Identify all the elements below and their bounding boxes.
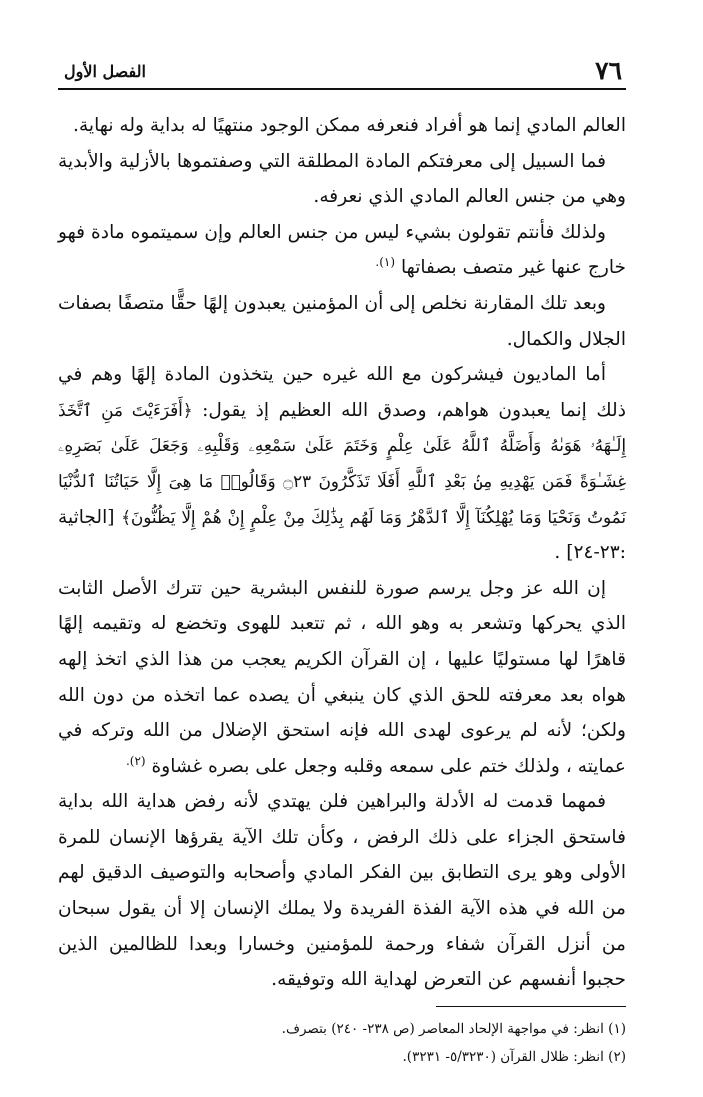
paragraph xyxy=(58,215,626,286)
footnotes xyxy=(58,1015,626,1071)
paragraph-text: إن الله عز وجل يرسم صورة للنفس البشرية حين تترك الأصل الثابت الذي يحركها وتشعر به وهو الله ، ثم تتعبد للهوى وتخضع له وتقيمه إلهًا قاهرًا لها مستوليًا عليها ، إن القرآن الكريم يعجب من هذا الذي اتخذ إلهه هواه بعد معرفته للحق الذي كان ينبغي أن يصده عما اتخذه من دون الله ولكن؛ لأنه لم يرعوى لهدى الله فإنه استحق الإضلال من الله وتركه في عمايته ، ولذلك ختم على سمعه وقلبه وجعل على بصره غشاوة xyxy=(58,577,626,777)
quran-verse: ﴿أَفَرَءَيْتَ مَنِ ٱتَّخَذَ إِلَـٰهَهُۥ هَوَىٰهُ وَأَضَلَّهُ ٱللَّهُ عَلَىٰ عِلْمٍ وَخَتَمَ عَلَىٰ سَمْعِهِۦ وَقَلْبِهِۦ وَجَعَلَ عَلَىٰ بَصَرِهِۦ غِشَـٰوَةً فَمَن يَهْدِيهِ مِنۢ بَعْدِ ٱللَّهِ أَفَلَا تَذَكَّرُونَ ۝٢٣ وَقَالُوا۟ مَا هِىَ إِلَّا حَيَاتُنَا ٱلدُّنْيَا نَمُوتُ وَنَحْيَا وَمَا يُهْلِكُنَآ إِلَّا ٱلدَّهْرُ وَمَا لَهُم بِذَٰلِكَ مِنْ عِلْمٍ إِنْ هُمْ إِلَّا يَظُنُّونَ﴾ xyxy=(58,399,626,527)
paragraph-with-quran xyxy=(58,357,626,571)
surah-citation: [الجاثية :٢٣-٢٤] . xyxy=(58,506,626,564)
paragraph: فمهما قدمت له الأدلة والبراهين فلن يهتدي لأنه رفض هداية الله بداية فاستحق الجزاء على ذلك الرفض ، وكأن تلك الآية يقرؤها الإنسان للمرة الأولى وهو يرى التطابق بين الفكر المادي وأصحابه والتوصيف الدقيق لهم من الله في هذه الآية الفذة الفريدة ولا يملك الإنسان إلا أن يقول سبحان من أنزل القرآن شفاء ورحمة للمؤمنين وخسارا وبعدا للظالمين الذين حجبوا أنفسهم عن التعرض لهداية الله وتوفيقه. xyxy=(58,791,626,991)
paragraph xyxy=(58,571,626,785)
footnote-ref: (١). xyxy=(375,255,396,270)
paragraph: العالم المادي إنما هو أفراد فنعرفه ممكن الوجود منتهيًا له بداية وله نهاية. xyxy=(73,115,626,136)
paragraph-text: أما الماديون فيشركون مع الله غيره حين يتخذون المادة إلهًا وهم في ذلك إنما يعبدون هواهم، وصدق الله العظيم إذ يقول: xyxy=(58,364,626,421)
page-number: ٧٦ xyxy=(595,56,622,85)
chapter-title: الفصل الأول xyxy=(64,62,146,81)
page-body xyxy=(58,90,626,998)
footnote-ref: (٢). xyxy=(125,753,146,768)
footnote: (١) انظر: في مواجهة الإلحاد المعاصر (ص ٢٣٨- ٢٤٠) بتصرف. xyxy=(281,1020,626,1037)
paragraph-text: ولذلك فأنتم تقولون بشيء ليس من جنس العالم وإن سميتموه مادة فهو خارج عنها غير متصف بصفاتها xyxy=(58,221,626,279)
page-header xyxy=(58,50,626,90)
footnote: (٢) انظر: ظلال القرآن (٥/٣٢٣٠- ٣٢٣١). xyxy=(402,1048,626,1065)
paragraph: فما السبيل إلى معرفتكم المادة المطلقة التي وصفتموها بالأزلية والأبدية وهي من جنس العالم المادي الذي نعرفه. xyxy=(58,150,626,208)
book-page xyxy=(58,50,626,1065)
paragraph: وبعد تلك المقارنة نخلص إلى أن المؤمنين يعبدون إلهًا حقًّا متصفًا بصفات الجلال والكمال. xyxy=(58,292,626,350)
footnote-separator xyxy=(436,1006,626,1007)
